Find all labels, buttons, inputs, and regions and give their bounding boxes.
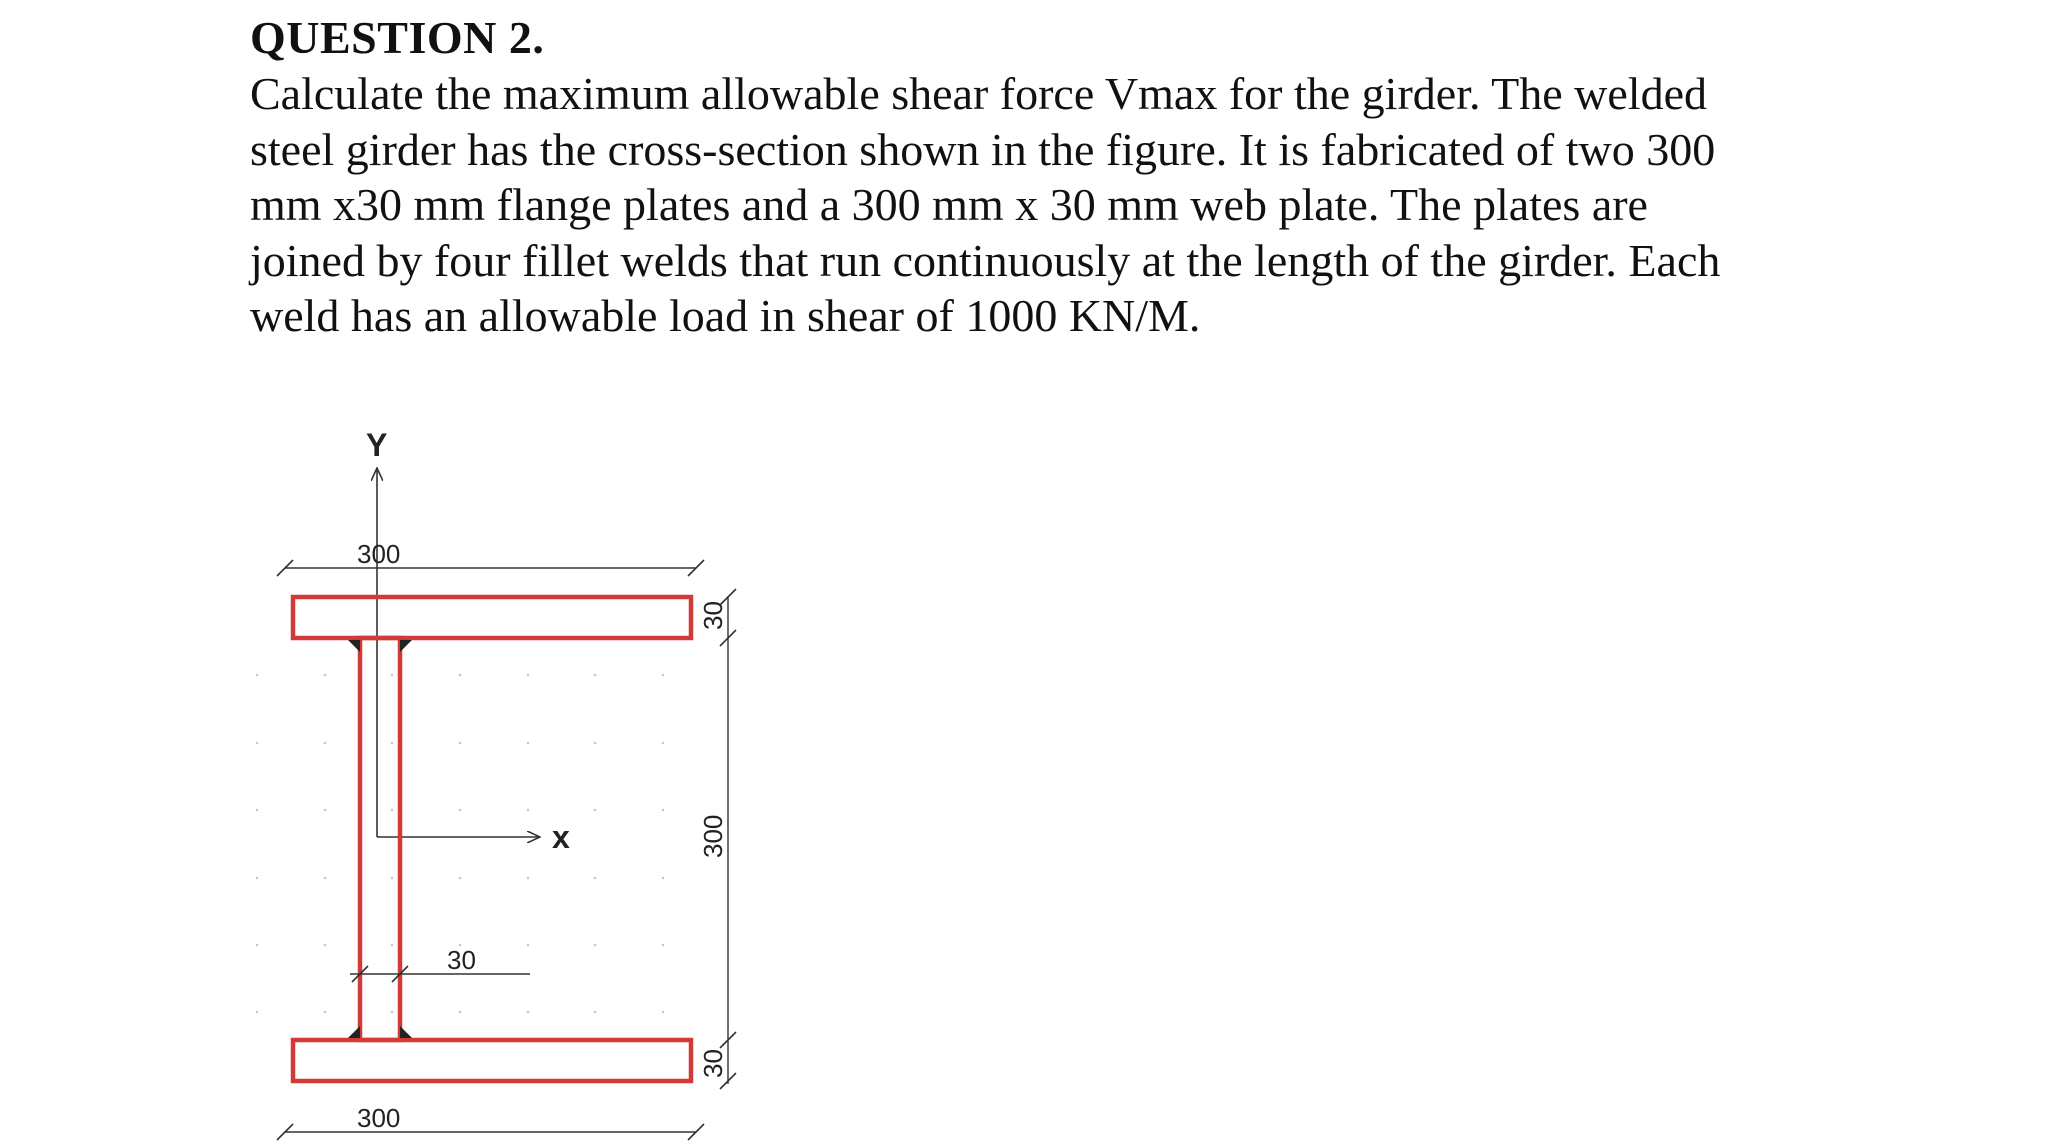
top-flange-thickness-label: 30 [698,601,728,630]
bottom-flange-plate [293,1040,691,1081]
web-thickness-dimension [350,966,530,982]
question-text-line-2: steel girder has the cross-section shown in the figure. It is fabricated of two 300 [250,123,1716,175]
weld-bottom-left [348,1026,360,1038]
bottom-flange-width-dimension [277,1124,704,1140]
top-flange-width-dimension [277,560,704,576]
top-flange-width-label: 300 [357,539,401,569]
x-axis-label: x [552,819,570,855]
web-height-label: 300 [698,814,728,858]
question-text-line-5: weld has an allowable load in shear of 1000 KN/M. [250,290,1201,341]
weld-top-left [348,640,360,652]
girder-cross-section-svg [240,400,800,1147]
weld-bottom-right [400,1026,412,1038]
question-text-line-4: joined by four fillet welds that run continuously at the length of the girder. Each [250,234,1721,286]
question-text-line-1: Calculate the maximum allowable shear force Vmax for the girder. The welded [250,68,1707,119]
weld-top-right [400,640,412,652]
question-block [250,10,1850,344]
top-flange-plate [293,597,691,638]
bottom-flange-width-label: 300 [357,1103,401,1133]
fillet-welds [348,640,412,1038]
question-title: QUESTION 2. [250,12,545,63]
y-axis-label: Y [366,427,388,463]
bottom-flange-thickness-label: 30 [698,1049,728,1078]
web-thickness-label: 30 [447,945,476,975]
girder-cross-section-figure [240,400,800,1147]
question-text-line-3: mm x30 mm flange plates and a 300 mm x 30 mm web plate. The plates are [250,179,1648,230]
